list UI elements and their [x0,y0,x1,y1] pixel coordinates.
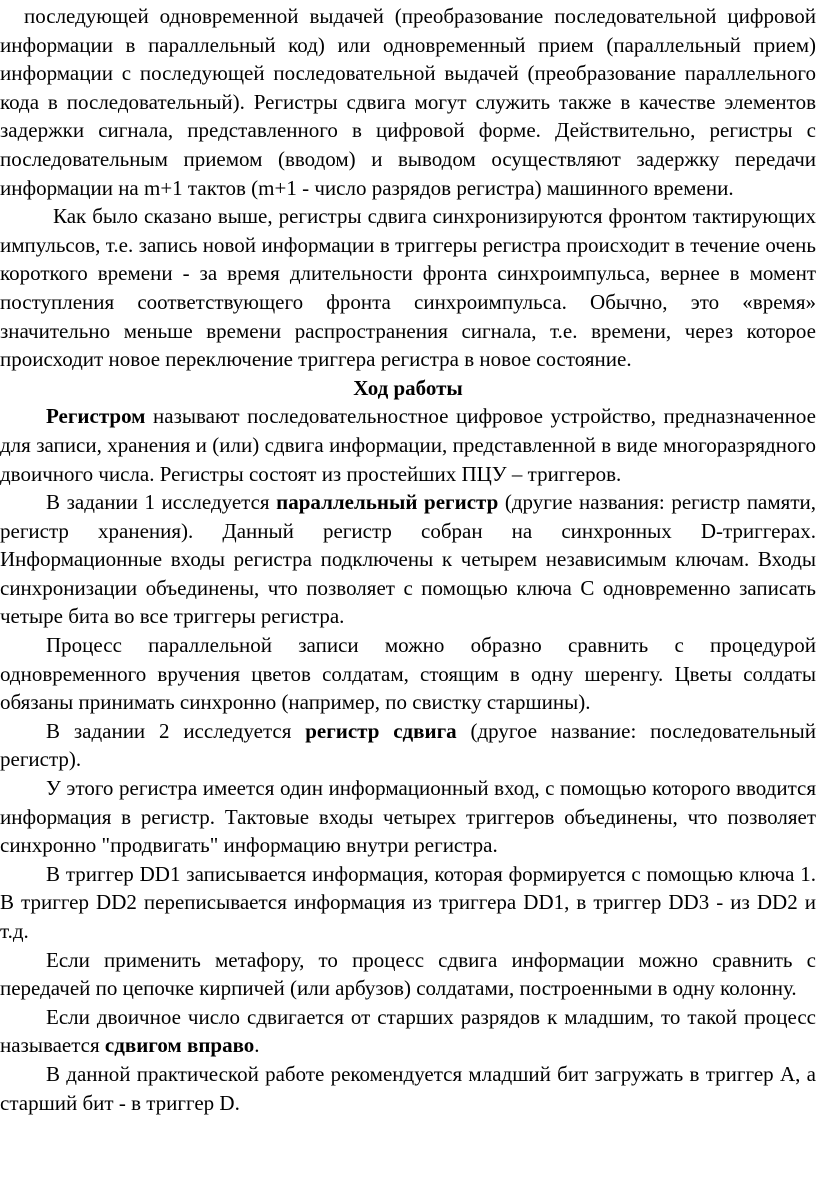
paragraph-bit-loading [0,1060,816,1117]
paragraph-clock-front [0,202,816,374]
paragraph-single-input [0,774,816,860]
paragraph-trigger-chain [0,860,816,946]
paragraph-text: Если применить метафору, то процесс сдвига информации можно сравнить с передачей по цепочке кирпичей (или арбузов) солдатами, построенными в одну колонну. [0,947,816,1001]
bold-term: сдвигом вправо [104,1033,255,1058]
paragraph-text: У этого регистра имеется один информационный вход, с помощью которого вводится информация в регистр. Тактовые входы четырех триггеров объединены, что позволяет синхронно "продвигать" информацию внутри регистра. [0,776,816,858]
paragraph-parallel-metaphor [0,631,816,717]
paragraph-text: Если двоичное число сдвигается от старших разрядов к младшим, то такой процесс называется [0,1004,816,1058]
paragraph-text: (другие названия: регистр памяти, регистр хранения). Данный регистр собран на синхронных D-триггерах. Информационные входы регистра подключены к четырем независимым ключам. Входы синхронизации объединены, что позволяет с помощью ключа С одновременно записать четыре бита во все триггеры регистра. [0,490,816,629]
paragraph-text: В триггер DD1 записывается информация, которая формируется с помощью ключа 1. В триггер DD2 переписывается информация из триггера DD1, в триггер DD3 - из DD2 и т.д. [0,861,816,943]
paragraph-task-1 [0,488,816,631]
paragraph-register-definition [0,402,816,488]
paragraph-shift-right [0,1003,816,1060]
paragraph-text: В данной практической работе рекомендуется младший бит загружать в триггер А, а старший бит - в триггер D. [0,1061,816,1115]
paragraph-task-2 [0,717,816,774]
paragraph-text: . [254,1033,260,1058]
paragraph-text: (другое название: последовательный регистр). [0,718,816,772]
paragraph-shift-metaphor [0,946,816,1003]
paragraph-shift-register-delay [0,2,816,202]
paragraph-text: В задании 2 исследуется [46,718,306,743]
section-heading [0,374,816,403]
bold-term: параллельный регистр [276,490,499,515]
paragraph-text: Процесс параллельной записи можно образно сравнить с процедурой одновременного вручения цветов солдатам, стоящим в одну шеренгу. Цветы солдаты обязаны принимать синхронно (например, по свистку старшины). [0,633,816,715]
bold-term: регистр сдвига [305,718,457,743]
paragraph-text: последующей одновременной выдачей (преобразование последовательной цифровой информации в параллельный код) или одновременный прием (параллельный прием) информации с последующей последовательной выдачей (преобразование параллельного кода в последовательный). Регистры сдвига могут служить также в качестве элементов задержки сигнала, представленного в цифровой форме. Действительно, регистры с последовательным приемом (вводом) и выводом осуществляют задержку передачи информации на m+1 тактов (m+1 - число разрядов регистра) машинного времени. [0,4,816,200]
paragraph-text: называют последовательностное цифровое устройство, предназначенное для записи, хранения и (или) сдвига информации, представленной в виде многоразрядного двоичного числа. Регистры состоят из простейших ПЦУ – триггеров. [0,404,816,486]
bold-term: Регистром [46,404,146,429]
paragraph-text: Как было сказано выше, регистры сдвига синхронизируются фронтом тактирующих импульсов, т.е. запись новой информации в триггеры регистра происходит в течение очень короткого времени - за время длительности фронта синхроимпульса, вернее в момент поступления соответствующего фронта синхроимпульса. Обычно, это «время» значительно меньше времени распространения сигнала, т.е. времени, через которое происходит новое переключение триггера регистра в новое состояние. [0,204,816,372]
heading-text: Ход работы [353,375,463,400]
paragraph-text: В задании 1 исследуется [46,490,277,515]
